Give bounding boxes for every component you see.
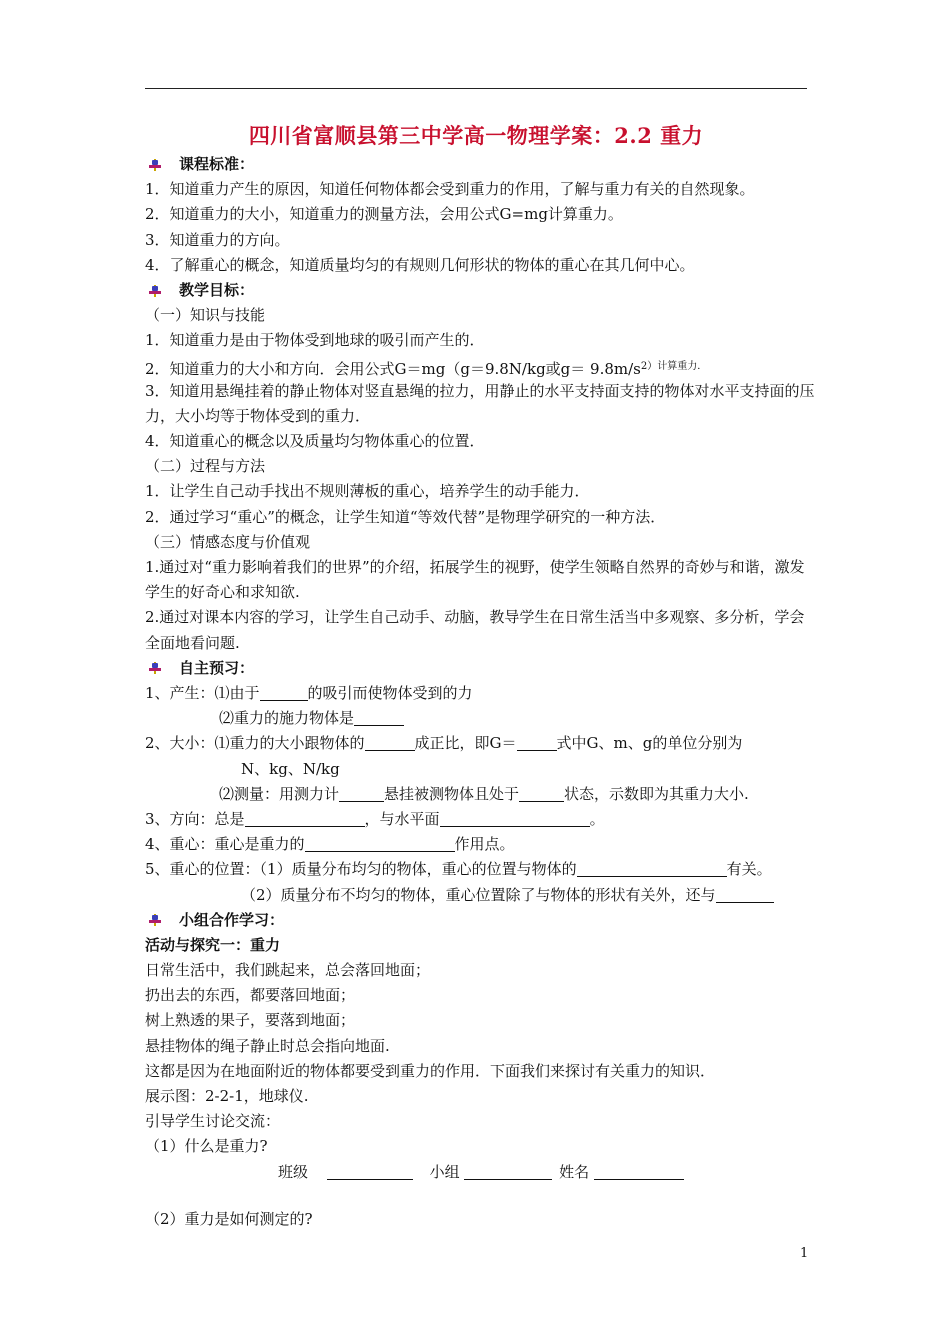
group-field[interactable] bbox=[464, 1163, 552, 1180]
paragraph: 2．知道重力的大小和方向．会用公式G＝mg（g＝9.8N/kg或$g= 9.8m/s^{2)计算重力.}$ bbox=[145, 359, 708, 378]
paragraph: 树上熟透的果子，要落到地面； bbox=[145, 1011, 356, 1030]
header-rule bbox=[145, 88, 807, 89]
question: （1）什么是重力? bbox=[145, 1137, 268, 1156]
group-label: 小组 bbox=[429, 1162, 460, 1181]
fill-in-line: 1、产生：⑴由于 的吸引而使物体受到的力 bbox=[145, 684, 473, 703]
paragraph: 4．了解重心的概念，知道质量均匀的有规则几何形状的物体的重心在其几何中心。 bbox=[145, 255, 695, 274]
bullet-icon bbox=[149, 285, 161, 297]
paragraph: N、kg、N/kg bbox=[241, 759, 340, 778]
answer-blank[interactable] bbox=[305, 835, 455, 852]
bullet-icon bbox=[149, 914, 161, 926]
page-number: 1 bbox=[800, 1246, 809, 1261]
fill-in-line: 5、重心的位置：（1）质量分布均匀的物体，重心的位置与物体的 有关。 bbox=[145, 860, 772, 879]
paragraph: 3．知道用悬绳挂着的静止物体对竖直悬绳的拉力，用静止的水平支持面支持的物体对水平支持面的压力，大小均等于物体受到的重力． bbox=[145, 381, 815, 425]
paragraph: 悬挂物体的绳子静止时总会指向地面. bbox=[145, 1036, 390, 1055]
answer-blank[interactable] bbox=[577, 860, 727, 877]
paragraph: 这都是因为在地面附近的物体都要受到重力的作用．下面我们来探讨有关重力的知识． bbox=[145, 1061, 716, 1080]
answer-blank[interactable] bbox=[260, 684, 308, 701]
paragraph: 扔出去的东西，都要落回地面； bbox=[145, 986, 356, 1005]
bullet-icon bbox=[149, 662, 161, 674]
class-label: 班级 bbox=[278, 1162, 309, 1181]
paragraph: 1.通过对“重力影响着我们的世界”的介绍，拓展学生的视野，使学生领略自然界的奇妙与和谐，激发学生的好奇心和求知欲. bbox=[145, 558, 805, 602]
answer-blank[interactable] bbox=[365, 734, 415, 751]
name-label: 姓名 bbox=[559, 1162, 590, 1181]
student-info-row bbox=[145, 1160, 815, 1185]
fill-in-line: 4、重心：重心是重力的 作用点。 bbox=[145, 835, 515, 854]
paragraph: 2．知道重力的大小，知道重力的测量方法，会用公式G=mg计算重力。 bbox=[145, 205, 623, 224]
answer-blank[interactable] bbox=[339, 785, 384, 802]
fill-in-line: 3、方向：总是 ，与水平面 。 bbox=[145, 809, 605, 828]
answer-blank[interactable] bbox=[440, 810, 590, 827]
paragraph: 3．知道重力的方向。 bbox=[145, 230, 290, 249]
subheading: （三）情感态度与价值观 bbox=[145, 532, 311, 551]
paragraph: 4．知道重心的概念以及质量均匀物体重心的位置． bbox=[145, 432, 485, 451]
fill-in-line: ⑵测量：用测力计 悬挂被测物体且处于 状态，示数即为其重力大小. bbox=[219, 784, 749, 803]
class-field[interactable] bbox=[327, 1163, 413, 1180]
paragraph: 2．通过学习“重心”的概念，让学生知道“等效代替”是物理学研究的一种方法． bbox=[145, 507, 666, 526]
subheading: （一）知识与技能 bbox=[145, 306, 266, 325]
paragraph: 1．让学生自己动手找出不规则薄板的重心，培养学生的动手能力． bbox=[145, 482, 590, 501]
name-field[interactable] bbox=[594, 1163, 684, 1180]
bullet-icon bbox=[149, 159, 161, 171]
answer-blank[interactable] bbox=[354, 709, 404, 726]
section-heading-mubiao: 教学目标： bbox=[145, 278, 815, 303]
question: （2）重力是如何测定的? bbox=[145, 1209, 313, 1228]
answer-blank[interactable] bbox=[716, 886, 774, 903]
paragraph: 1．知道重力是由于物体受到地球的吸引而产生的． bbox=[145, 331, 485, 350]
document-body bbox=[145, 152, 815, 1232]
paragraph: 引导学生讨论交流： bbox=[145, 1112, 281, 1131]
section-heading-hezuo: 小组合作学习： bbox=[145, 908, 815, 933]
paragraph: 日常生活中，我们跳起来，总会落回地面； bbox=[145, 961, 431, 980]
activity-title: 活动与探究一：重力 bbox=[145, 935, 281, 954]
paragraph: 展示图：2-2-1，地球仪. bbox=[145, 1087, 309, 1106]
fill-in-line: （2）质量分布不均匀的物体，重心位置除了与物体的形状有关外，还与 bbox=[145, 883, 815, 908]
fill-in-line: ⑵重力的施力物体是 bbox=[145, 706, 815, 731]
fill-in-line: 2、大小：⑴重力的大小跟物体的 成正比，即G＝ 式中G、m、g的单位分别为 bbox=[145, 734, 743, 753]
subheading: （二）过程与方法 bbox=[145, 457, 266, 476]
section-heading-kecheng: 课程标准： bbox=[145, 152, 815, 177]
paragraph: 1．知道重力产生的原因，知道任何物体都会受到重力的作用，了解与重力有关的自然现象。 bbox=[145, 180, 755, 199]
section-heading-yuxi: 自主预习： bbox=[145, 656, 815, 681]
document-title: 四川省富顺县第三中学高一物理学案：2.2 重力 bbox=[248, 123, 704, 148]
answer-blank[interactable] bbox=[517, 734, 557, 751]
answer-blank[interactable] bbox=[245, 810, 365, 827]
answer-blank[interactable] bbox=[519, 785, 564, 802]
paragraph: 2.通过对课本内容的学习，让学生自己动手、动脑，教导学生在日常生活当中多观察、多分析，学会全面地看问题. bbox=[145, 608, 805, 652]
